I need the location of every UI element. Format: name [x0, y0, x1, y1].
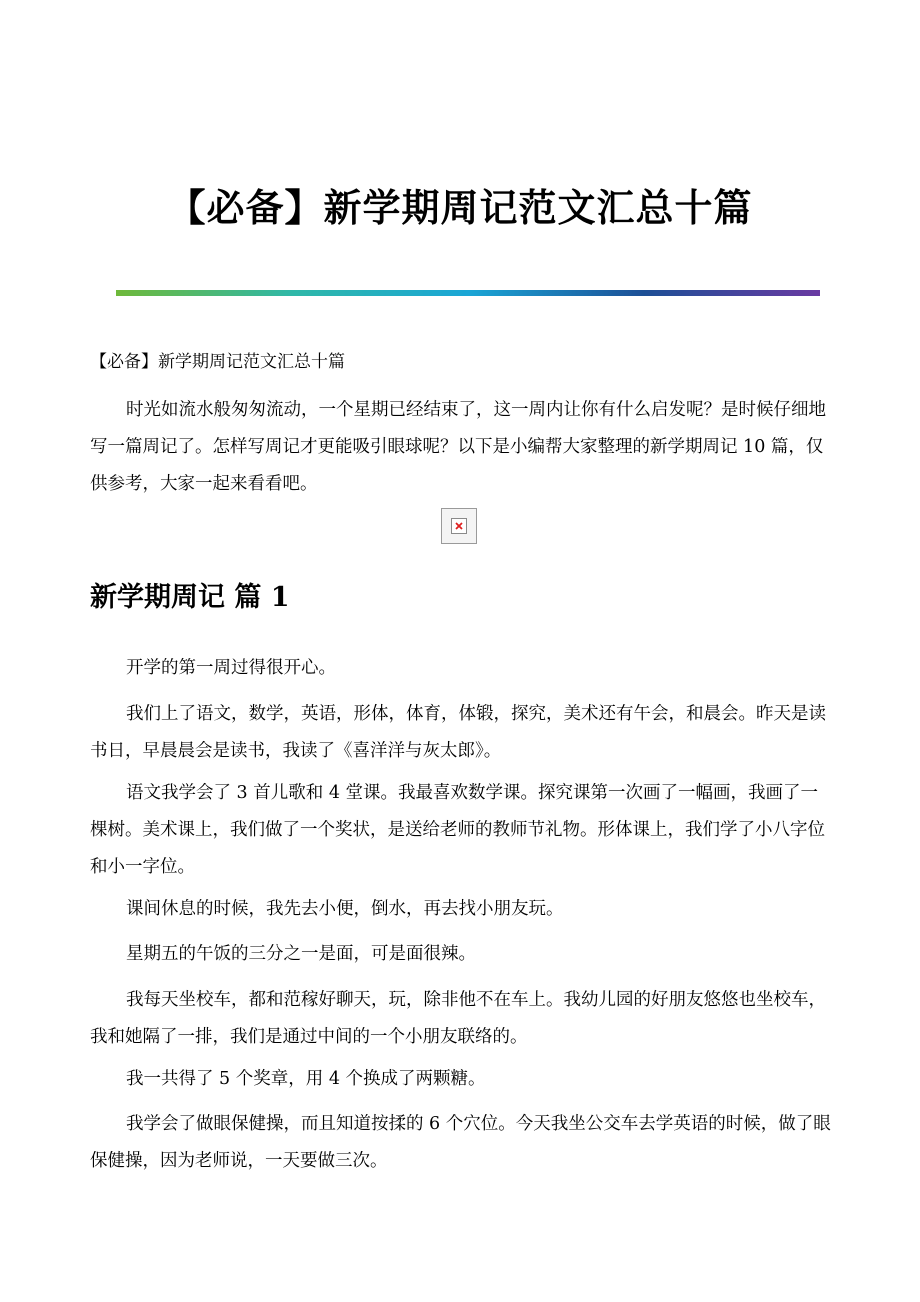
body-paragraph: 我每天坐校车，都和范稼好聊天，玩，除非他不在车上。我幼儿园的好朋友悠悠也坐校车，我和她隔了一排，我们是通过中间的一个小朋友联络的。: [90, 990, 826, 1047]
body-paragraph: 语文我学会了 3 首儿歌和 4 堂课。我最喜欢数学课。探究课第一次画了一幅画，我画了一棵树。美术课上，我们做了一个奖状，是送给老师的教师节礼物。形体课上，我们学了小八字位和小一字位。: [90, 783, 825, 877]
body-paragraph: 星期五的午饭的三分之一是面，可是面很辣。: [126, 944, 476, 964]
section-heading: 新学期周记 篇 1: [90, 582, 290, 613]
title-gradient-rule: [116, 290, 820, 296]
broken-image-icon: [441, 508, 477, 544]
broken-image-frame: [451, 518, 467, 534]
body-paragraph: 我学会了做眼保健操，而且知道按揉的 6 个穴位。今天我坐公交车去学英语的时候，做了眼保健操，因为老师说，一天要做三次。: [90, 1114, 831, 1171]
document-subtitle: 【必备】新学期周记范文汇总十篇: [90, 352, 345, 372]
body-paragraph: 我一共得了 5 个奖章，用 4 个换成了两颗糖。: [126, 1069, 486, 1089]
body-paragraph: 课间休息的时候，我先去小便，倒水，再去找小朋友玩。: [126, 899, 564, 919]
body-paragraph: 我们上了语文，数学，英语，形体，体育，体锻，探究，美术还有午会，和晨会。昨天是读书日，早晨晨会是读书，我读了《喜洋洋与灰太郎》。: [90, 704, 826, 761]
intro-paragraph: 时光如流水般匆匆流动，一个星期已经结束了，这一周内让你有什么启发呢？是时候仔细地写一篇周记了。怎样写周记才更能吸引眼球呢？以下是小编帮大家整理的新学期周记 10 篇，仅供参考，大家一起来看看吧。: [90, 400, 826, 494]
body-paragraph: 开学的第一周过得很开心。: [126, 658, 336, 678]
document-title: 【必备】新学期周记范文汇总十篇: [167, 186, 753, 230]
red-x-icon: [455, 522, 463, 530]
